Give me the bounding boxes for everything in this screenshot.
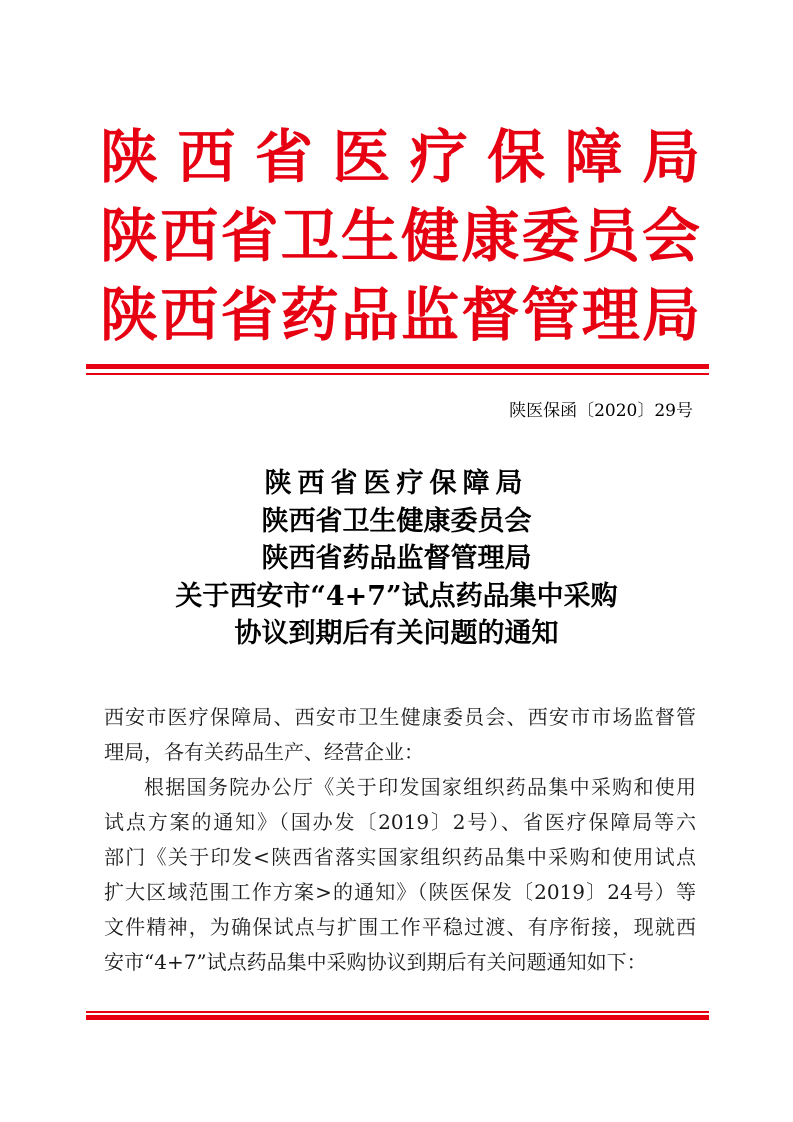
title-line: 陕西省卫生健康委员会: [261, 505, 532, 537]
body-line: 文件精神，为确保试点与扩围工作平稳过渡、有序衔接，现就西: [104, 915, 696, 939]
header-divider-thick: [86, 364, 709, 369]
body-line: 理局，各有关药品生产、经营企业：: [104, 740, 424, 764]
issuing-authority-1: 陕西省医疗保障局: [100, 123, 700, 191]
body-line: 扩大区域范围工作方案>的通知》（陕医保发〔2019〕24号）等: [104, 880, 696, 904]
issuing-authority-2: 陕西省卫生健康委员会: [100, 202, 700, 270]
footer-divider-thick: [86, 1015, 709, 1020]
body-line: 根据国务院办公厅《关于印发国家组织药品集中采购和使用: [144, 775, 696, 799]
issuing-authority-3: 陕西省药品监督管理局: [100, 281, 700, 349]
body-line: 部门《关于印发<陕西省落实国家组织药品集中采购和使用试点: [104, 845, 696, 869]
body-line: 试点方案的通知》（国办发〔2019〕2号）、省医疗保障局等六: [104, 810, 696, 834]
salutation: [104, 700, 696, 770]
body-line: 安市“4+7”试点药品集中采购协议到期后有关问题通知如下：: [104, 950, 647, 974]
title-line: 陕西省医疗保障局: [264, 468, 529, 499]
document-number: 陕医保函〔2020〕29号: [509, 401, 693, 421]
title-line: 陕西省药品监督管理局: [261, 543, 532, 574]
document-title: [100, 465, 693, 653]
footer-divider-thin: [86, 1011, 709, 1013]
body-line: 西安市医疗保障局、西安市卫生健康委员会、西安市市场监督管: [104, 705, 696, 729]
title-line: 协议到期后有关问题的通知: [234, 618, 559, 649]
header-divider-thin: [86, 373, 709, 375]
title-line: 关于西安市“4+7”试点药品集中采购: [175, 580, 618, 612]
body-paragraph: [104, 770, 696, 980]
